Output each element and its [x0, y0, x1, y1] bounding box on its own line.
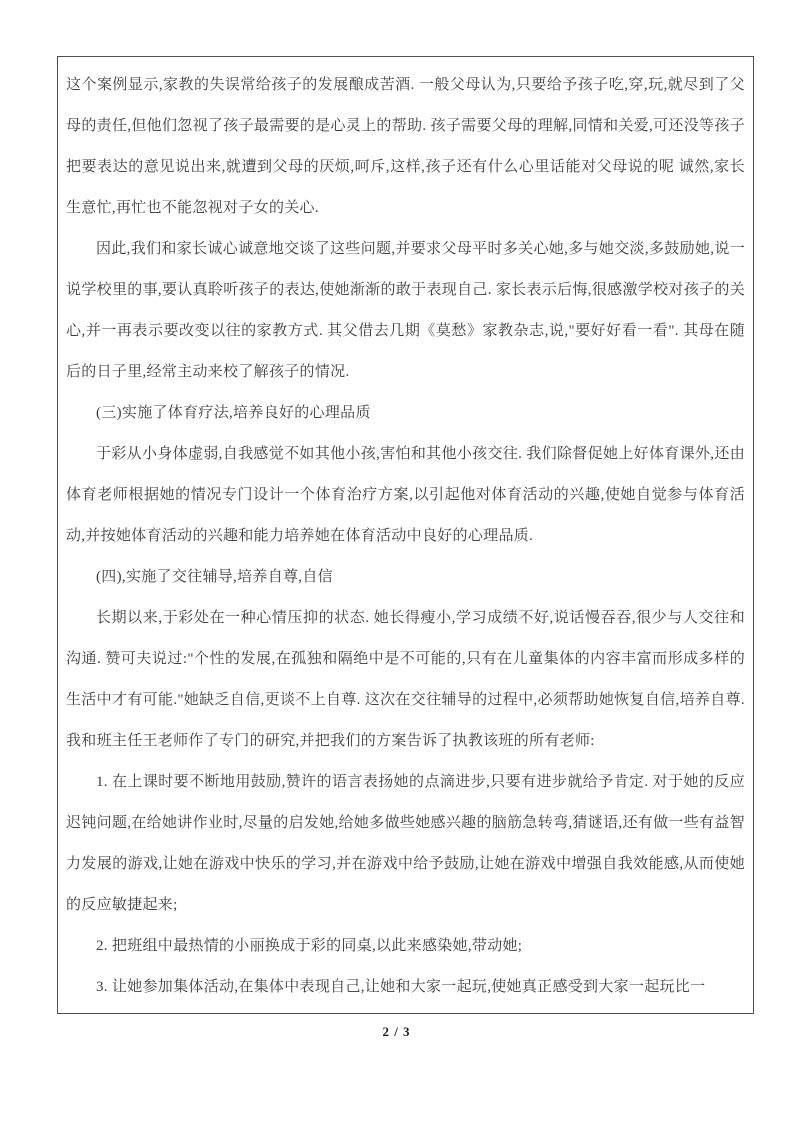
paragraph-case-summary: 这个案例显示,家教的失误常给孩子的发展酿成苦酒. 一般父母认为,只要给予孩子吃,穿,玩,就尽到了父母的责任,但他们忽视了孩子最需要的是心灵上的帮助. 孩子需要父母的理解,同情和关爱,可还没等孩子把要表达的意见说出来,就遭到父母的厌烦,呵斥,这样,孩子还有什么心里话能对父母说的呢 诚然,家长生意忙,再忙也不能忽视对子女的关心. — [66, 77, 745, 216]
list-item-1: 1. 在上课时要不断地用鼓励,赞许的语言表扬她的点滴进步,只要有进步就给予肯定. 对于她的反应迟钝问题,在给她讲作业时,尽量的启发她,给她多做些她感兴趣的脑筋急转弯,猜谜语,还有做一些有益智力发展的游戏,让她在游戏中快乐的学习,并在游戏中给予鼓励,让她在游戏中增强自我效能感,从而使她的反应敏捷起来; — [66, 774, 745, 913]
document-body — [57, 56, 754, 1014]
section-heading-four: (四),实施了交往辅导,培养自尊,自信 — [96, 569, 333, 585]
section-heading-three: (三)实施了体育疗法,培养良好的心理品质 — [96, 405, 371, 421]
list-item-3: 3. 让她参加集体活动,在集体中表现自己,让她和大家一起玩,使她真正感受到大家一起玩比一 — [96, 979, 706, 995]
paragraph-parent-talk: 因此,我们和家长诚心诚意地交谈了这些问题,并要求父母平时多关心她,多与她交淡,多鼓励她,说一说学校里的事,要认真聆听孩子的表达,使她渐渐的敢于表现自己. 家长表示后悔,很感激学校对孩子的关心,并一再表示要改变以往的家教方式. 其父借去几期《莫愁》家教杂志,说,"要好好看一看". 其母在随后的日子里,经常主动来校了解孩子的情况. — [66, 241, 745, 380]
page-number: 2 / 3 — [382, 1024, 411, 1039]
list-item-2: 2. 把班组中最热情的小丽换成于彩的同桌,以此来感染她,带动她; — [96, 938, 523, 954]
paragraph-sports-therapy: 于彩从小身体虚弱,自我感觉不如其他小孩,害怕和其他小孩交往. 我们除督促她上好体育课外,还由体育老师根据她的情况专门设计一个体育治疗方案,以引起他对体育活动的兴趣,使她自觉参与体育活动,并按她体育活动的兴趣和能力培养她在体育活动中良好的心理品质. — [66, 446, 745, 544]
paragraph-communication-coaching: 长期以来,于彩处在一种心情压抑的状态. 她长得瘦小,学习成绩不好,说话慢吞吞,很少与人交往和沟通. 赞可夫说过:"个性的发展,在孤独和隔绝中是不可能的,只有在儿童集体的内容丰富而形成多样的生活中才有可能."她缺乏自信,更谈不上自尊. 这次在交往辅导的过程中,必须帮助她恢复自信,培养自尊. 我和班主任王老师作了专门的研究,并把我们的方案告诉了执教该班的所有老师: — [66, 610, 745, 749]
